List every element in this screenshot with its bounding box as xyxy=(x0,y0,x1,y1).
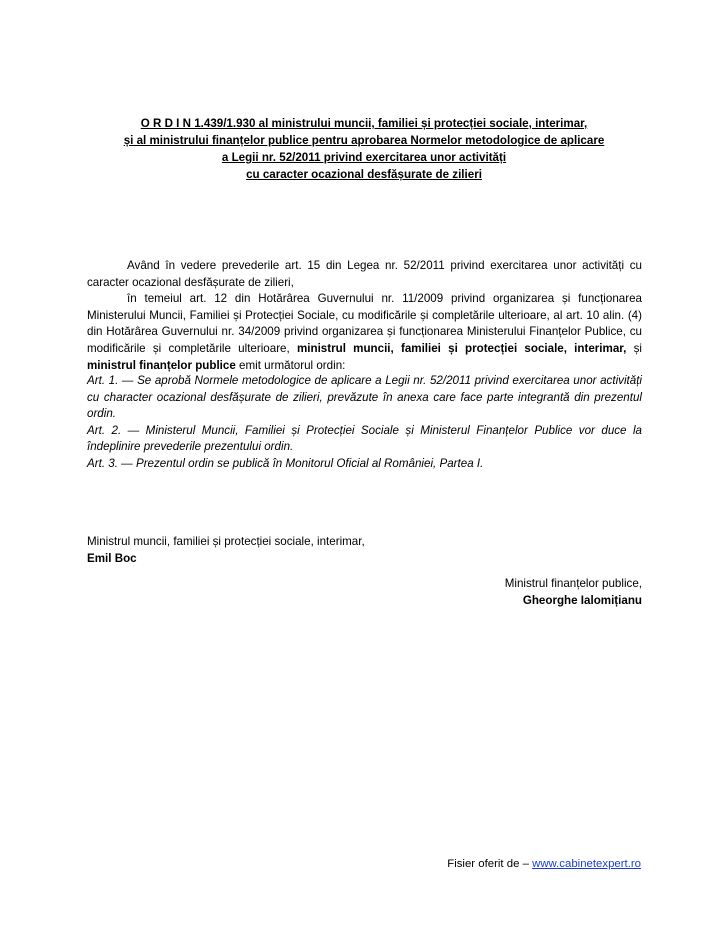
preamble-paragraph-1: Având în vedere prevederile art. 15 din Legea nr. 52/2011 privind exercitarea unor activități cu caracter ocazional desfășurate de zilieri, xyxy=(87,259,642,289)
footer-text: Fisier oferit de – xyxy=(447,858,529,870)
signature-left xyxy=(87,533,365,567)
preamble xyxy=(87,258,642,374)
conjunction: și xyxy=(633,341,642,355)
signature-left-role: Ministrul muncii, familiei și protecției sociale, interimar, xyxy=(87,535,365,548)
title-line-3: a Legii nr. 52/2011 privind exercitarea unor activități xyxy=(221,151,507,164)
signature-right-name: Gheorghe Ialomițianu xyxy=(522,594,642,607)
footer-link[interactable]: www.cabinetexpert.ro xyxy=(532,858,641,870)
preamble-ending: emit următorul ordin: xyxy=(239,358,346,372)
minister-finance-label: ministrul finanțelor publice xyxy=(87,358,236,372)
articles xyxy=(87,373,642,473)
preamble-text: în temeiul art. 12 din Hotărârea Guvernului nr. 11/2009 privind organizarea și funcționarea Ministerului Muncii, Familiei și Protecției Sociale, cu modificările și completările ulterioare, al art. 10 alin. (4) din Hotărârea Guvernului nr. 34/2009 privind organizarea și funcționarea Ministerului Finanțelor Publice, cu modificările și completările ulterioare, xyxy=(87,292,642,355)
article-1: Art. 1. — Se aprobă Normele metodologice de aplicare a Legii nr. 52/2011 privind exercitarea unor activități cu character ocazional desfășurate de zilieri, prevăzute în anexa care face parte integrantă din prezentul ordin. xyxy=(87,374,642,421)
title-line-1: O R D I N 1.439/1.930 al ministrului muncii, familiei și protecției sociale, interimar, xyxy=(140,117,588,130)
signature-left-name: Emil Boc xyxy=(87,552,137,565)
title-line-4: cu caracter ocazional desfășurate de zilieri xyxy=(246,168,482,181)
article-2: Art. 2. — Ministerul Muncii, Familiei și Protecției Sociale și Ministerul Finanțelor Publice vor duce la îndeplinire prevederile prezentului ordin. xyxy=(87,423,642,454)
signature-right-role: Ministrul finanțelor publice, xyxy=(504,577,642,590)
footer xyxy=(447,858,641,870)
signature-right xyxy=(505,575,642,609)
preamble-paragraph-2 xyxy=(87,291,642,374)
title-line-2: și al ministrului finanțelor publice pentru aprobarea Normelor metodologice de aplicare xyxy=(123,134,605,147)
document-title xyxy=(84,115,644,183)
article-3: Art. 3. — Prezentul ordin se publică în Monitorul Oficial al României, Partea I. xyxy=(87,456,484,470)
minister-labour-label: ministrul muncii, familiei și protecției sociale, interimar, xyxy=(296,341,627,355)
